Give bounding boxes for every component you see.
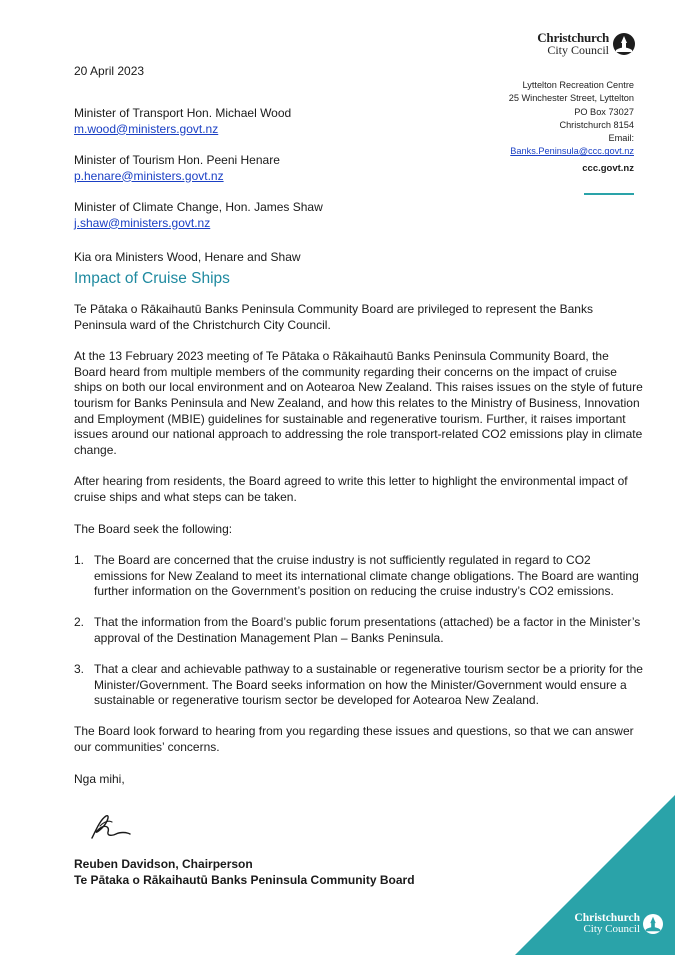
body-paragraph: At the 13 February 2023 meeting of Te Pātaka o Rākaihautū Banks Peninsula Community Board, the Board heard from multiple members of the community regarding their concerns on the impact of cruise ships on both our local environment and on Aotearoa New Zealand. This raises issues on the style of future tourism for Banks Peninsula and New Zealand, and how this relates to the Ministry of Business, Innovation and Employment (MBIE) guidelines for sustainable and regenerative tourism. Further, it raises important issues around our national approach to addressing the role transport-related CO2 emissions play in climate change. [74,349,643,457]
recipient [74,200,323,231]
address-line: 25 Winchester Street, Lyttelton [508,93,634,104]
request-text: That the information from the Board’s public forum presentations (attached) be a factor in the Minister’s approval of the Destination Management Plan – Banks Peninsula. [94,615,641,645]
recipient-email-link[interactable]: j.shaw@ministers.govt.nz [74,215,211,230]
signatory-block [74,856,415,888]
council-logo [537,32,635,56]
logo-line1: Christchurch [537,30,609,45]
request-item [74,662,644,709]
address-line: Lyttelton Recreation Centre [522,80,634,90]
body-paragraph: After hearing from residents, the Board agreed to write this letter to highlight the environmental impact of cruise ships and what steps can be taken. [74,474,628,504]
cathedral-logo-icon [613,33,635,55]
recipient-name: Minister of Climate Change, Hon. James Shaw [74,200,323,214]
recipient [74,106,323,137]
footer-logo-line2: City Council [583,923,640,935]
logo-line2: City Council [547,43,609,57]
website-label: ccc.govt.nz [582,163,634,174]
sender-email-link[interactable]: Banks.Peninsula@ccc.govt.nz [510,146,634,157]
request-list [74,553,644,709]
accent-divider [584,193,634,195]
request-item [74,553,644,600]
body-paragraph: Te Pātaka o Rākaihautū Banks Peninsula Community Board are privileged to represent the Banks Peninsula ward of the Christchurch City Council. [74,302,593,332]
letter-body [74,302,644,803]
recipient-name: Minister of Transport Hon. Michael Wood [74,106,292,120]
recipient-email-link[interactable]: p.henare@ministers.govt.nz [74,168,224,183]
recipient-name: Minister of Tourism Hon. Peeni Henare [74,153,280,167]
request-number: 2. [74,615,85,630]
signatory-organisation: Te Pātaka o Rākaihautū Banks Peninsula Community Board [74,873,415,887]
signoff-greeting: Nga mihi, [74,771,125,786]
request-text: That a clear and achievable pathway to a sustainable or regenerative tourism sector be a priority for the Minister/Government. The Board seeks information on how the Minister/Government would ensure a sustainable or regenerative tourism sector be developed for Aotearoa New Zealand. [94,662,643,708]
closing-paragraph: The Board look forward to hearing from you regarding these issues and questions, so that we can answer our communities’ concerns. [74,724,634,754]
recipient-list [74,106,323,247]
body-paragraph: The Board seek the following: [74,521,233,536]
cathedral-logo-icon [643,914,663,934]
salutation: Kia ora Ministers Wood, Henare and Shaw [74,250,301,264]
address-line: Christchurch 8154 [559,119,634,130]
recipient [74,153,323,184]
request-number: 1. [74,553,85,568]
footer-logo-line1: Christchurch [574,912,640,924]
letter-heading: Impact of Cruise Ships [74,270,230,287]
request-text: The Board are concerned that the cruise industry is not sufficiently regulated in regard to CO2 emissions for New Zealand to meet its international climate change obligations. The Board are wanting further information on the Government’s position on reducing the cruise industry’s CO2 emissions. [94,553,639,599]
request-number: 3. [74,662,85,677]
address-line: PO Box 73027 [574,106,634,117]
sender-address [509,79,634,159]
handwritten-signature [86,810,136,844]
council-logo-footer [574,913,663,935]
recipient-email-link[interactable]: m.wood@ministers.govt.nz [74,121,219,136]
request-item [74,615,644,646]
signatory-name: Reuben Davidson, Chairperson [74,857,253,871]
address-line: Email: [608,133,634,144]
letter-date: 20 April 2023 [74,64,145,78]
